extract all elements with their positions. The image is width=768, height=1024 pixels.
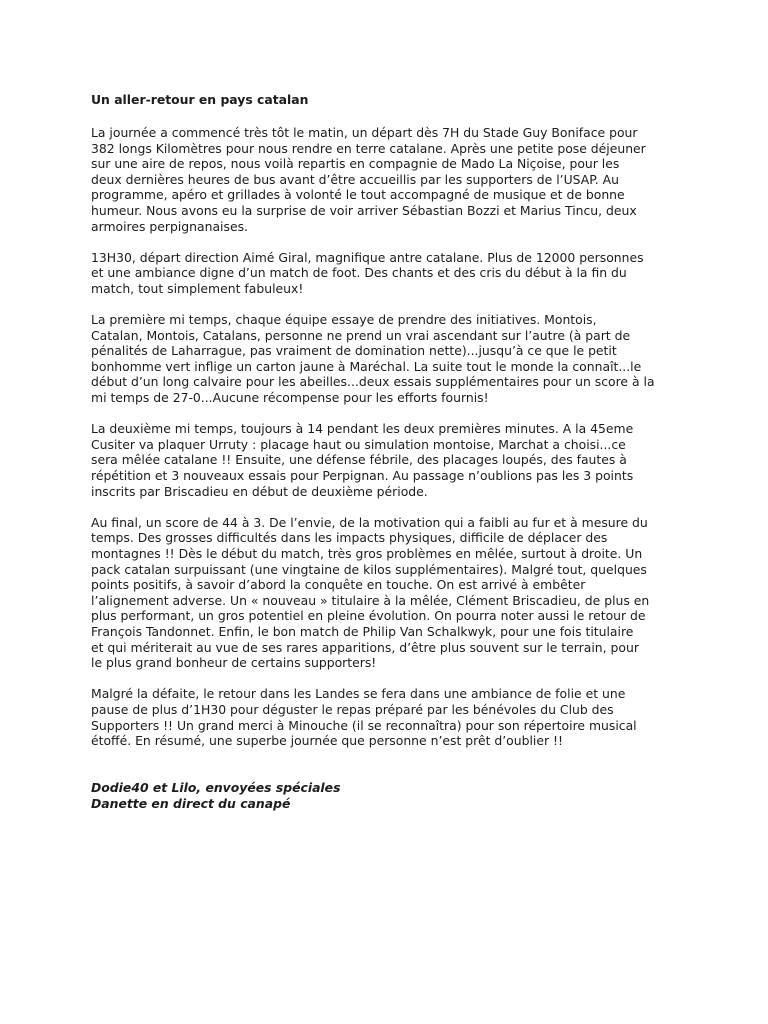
text-line: programme, apéro et grillades à volonté le tout accompagné de musique et de bonne xyxy=(91,187,625,203)
text-line: pénalités de Laharrague, pas vraiment de domination nette)...jusqu’à ce que le petit xyxy=(91,343,617,359)
text-line: et qui mériterait au vue de ses rares apparitions, d’être plus souvent sur le terrain, pour xyxy=(91,639,639,655)
text-line: La deuxième mi temps, toujours à 14 pendant les deux premières minutes. A la 45eme xyxy=(91,421,634,437)
text-line: pack catalan surpuissant (une vingtaine de kilos supplémentaires). Malgré tout, quelques xyxy=(91,561,647,577)
signature-line: Dodie40 et Lilo, envoyées spéciales xyxy=(91,779,341,795)
text-line: mi temps de 27-0...Aucune récompense pour les efforts fournis! xyxy=(91,390,489,406)
text-line: Catalan, Montois, Catalans, personne ne prend un vrai ascendant sur l’autre (à part de xyxy=(91,327,631,343)
paragraph-1 xyxy=(91,125,768,234)
text-line: deux dernières heures de bus avant d’être accueillis par les supporters de l’USAP. Au xyxy=(91,171,619,187)
text-line: Cusiter va plaquer Urruty : placage haut ou simulation montoise, Marchat a choisi...ce xyxy=(91,436,626,452)
paragraph-5 xyxy=(91,515,768,671)
text-line: pause de plus d’1H30 pour déguster le repas préparé par les bénévoles du Club des xyxy=(91,701,614,717)
text-line: François Tandonnet. Enfin, le bon match de Philip Van Schalkwyk, pour une fois titulaire xyxy=(91,623,634,639)
paragraph-3 xyxy=(91,312,768,406)
text-line: armoires perpignanaises. xyxy=(91,218,248,234)
paragraph-4 xyxy=(91,421,768,499)
text-line: match, tout simplement fabuleux! xyxy=(91,280,304,296)
signature-line: Danette en direct du canapé xyxy=(91,795,291,811)
signature-block xyxy=(91,780,768,811)
text-line: La journée a commencé très tôt le matin, un départ dès 7H du Stade Guy Boniface pour xyxy=(91,124,638,140)
text-line: humeur. Nous avons eu la surprise de voir arriver Sébastian Bozzi et Marius Tincu, deux xyxy=(91,202,637,218)
text-line: étoffé. En résumé, une superbe journée que personne n’est prêt d’oublier !! xyxy=(91,733,563,749)
paragraph-2 xyxy=(91,250,768,297)
text-line: 382 longs Kilomètres pour nous rendre en terre catalane. Après une petite pose déjeuner xyxy=(91,140,646,156)
text-line: répétition et 3 nouveaux essais pour Perpignan. Au passage n’oublions pas les 3 points xyxy=(91,468,634,484)
text-line: montagnes !! Dès le début du match, très gros problèmes en mêlée, surtout à droite. Un xyxy=(91,546,643,562)
text-line: et une ambiance digne d’un match de foot. Des chants et des cris du début à la fin du xyxy=(91,265,627,281)
text-line: Malgré la défaite, le retour dans les Landes se fera dans une ambiance de folie et une xyxy=(91,686,626,702)
text-line: l’alignement adverse. Un « nouveau » titulaire à la mêlée, Clément Briscadieu, de plus en xyxy=(91,592,650,608)
text-line: début d’un long calvaire pour les abeilles...deux essais supplémentaires pour un score à la xyxy=(91,374,655,390)
text-line: plus performant, un gros potentiel en pleine évolution. On pourra noter aussi le retour de xyxy=(91,608,646,624)
document-title: Un aller-retour en pays catalan xyxy=(91,92,309,107)
text-line: sur une aire de repos, nous voilà repartis en compagnie de Mado La Niçoise, pour les xyxy=(91,156,620,172)
paragraph-6 xyxy=(91,686,768,748)
text-line: le plus grand bonheur de certains supporters! xyxy=(91,655,377,671)
text-line: sera mêlée catalane !! Ensuite, une défense fébrile, des placages loupés, des fautes à xyxy=(91,452,627,468)
text-line: 13H30, départ direction Aimé Giral, magnifique antre catalane. Plus de 12000 personnes xyxy=(91,249,644,265)
text-line: inscrits par Briscadieu en début de deuxième période. xyxy=(91,483,428,499)
text-line: temps. Des grosses difficultés dans les impacts physiques, difficile de déplacer des xyxy=(91,530,608,546)
text-line: Au final, un score de 44 à 3. De l’envie, de la motivation qui a faibli au fur et à mesure du xyxy=(91,514,648,530)
text-line: bonhomme vert inflige un carton jaune à Maréchal. La suite tout le monde la connaît...le xyxy=(91,358,642,374)
text-line: La première mi temps, chaque équipe essaye de prendre des initiatives. Montois, xyxy=(91,312,597,328)
text-line: Supporters !! Un grand merci à Minouche (il se reconnaîtra) pour son répertoire musical xyxy=(91,717,637,733)
text-line: points positifs, à savoir d’abord la conquête en touche. On est arrivé à embêter xyxy=(91,577,586,593)
